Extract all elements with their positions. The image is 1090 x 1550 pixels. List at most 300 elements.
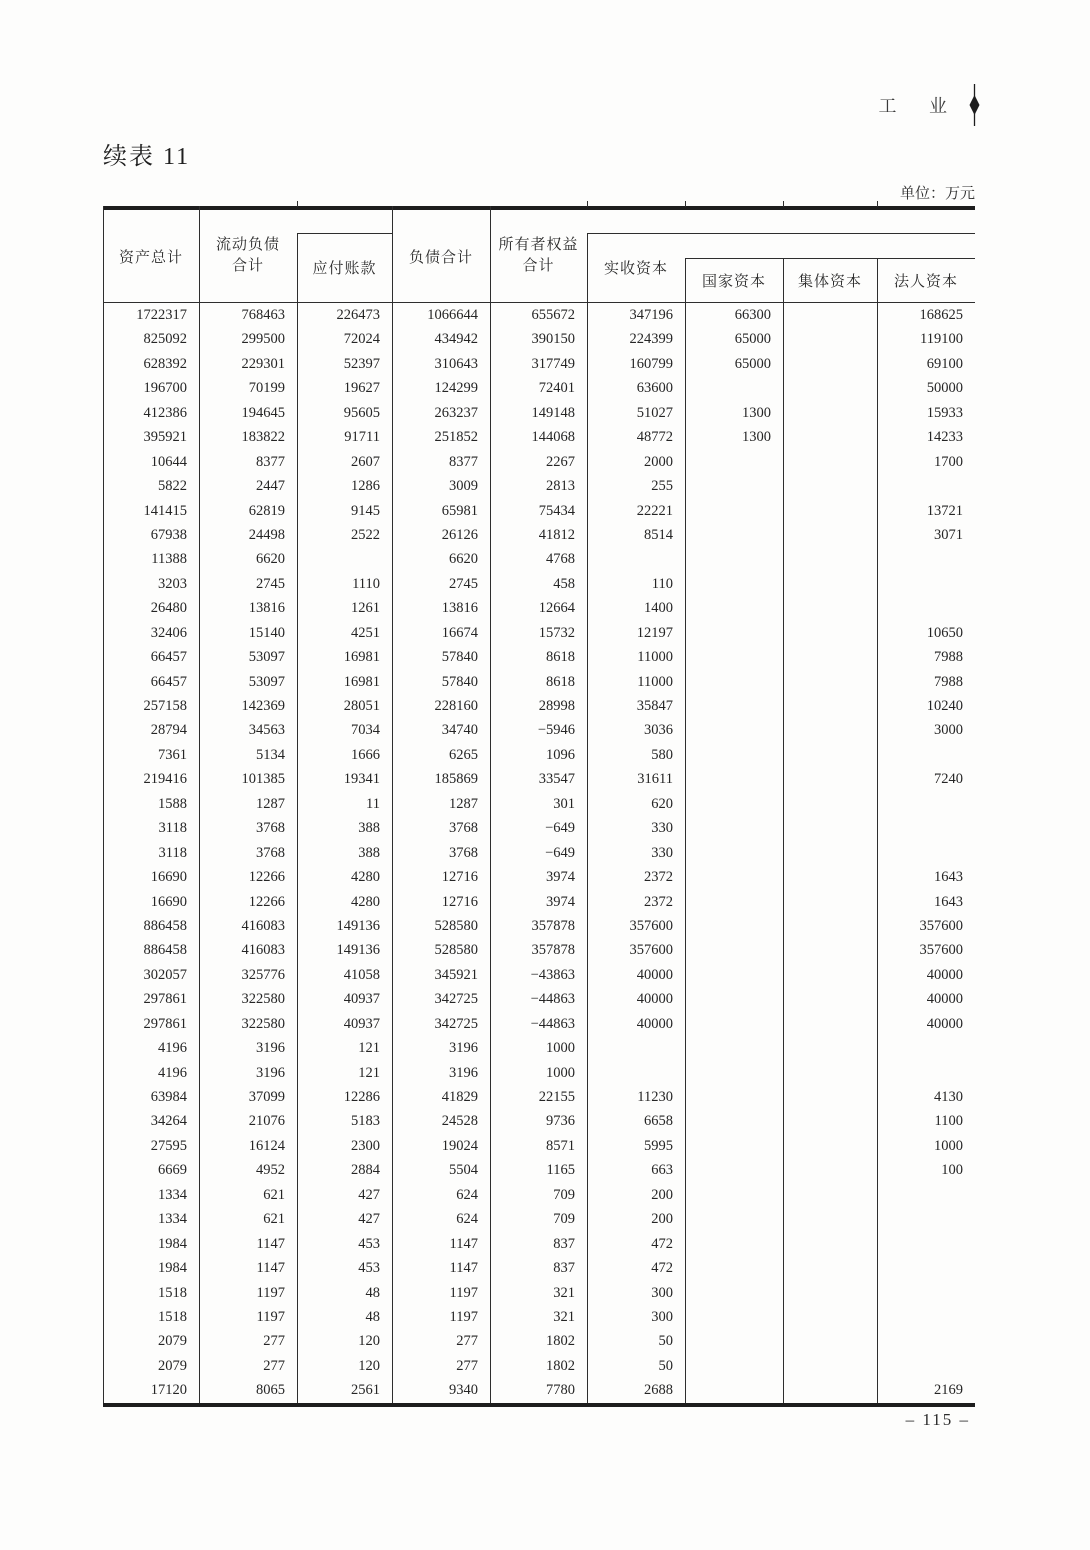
table-cell: 16981 bbox=[343, 673, 380, 690]
table-cell: 2561 bbox=[351, 1382, 380, 1399]
table-cell: 302057 bbox=[143, 966, 187, 983]
table-cell: 624 bbox=[456, 1211, 478, 1228]
table-cell: 528580 bbox=[434, 942, 478, 959]
table-cell: 330 bbox=[651, 820, 673, 837]
table-cell: 65000 bbox=[734, 355, 771, 372]
table-cell: 5183 bbox=[351, 1113, 380, 1130]
table-cell bbox=[783, 841, 877, 865]
table-row bbox=[103, 963, 975, 987]
table-cell: 1165 bbox=[546, 1162, 575, 1179]
table-cell bbox=[685, 841, 783, 865]
table-cell: 1147 bbox=[449, 1235, 478, 1252]
table-cell: 144068 bbox=[531, 429, 575, 446]
table-cell: 1286 bbox=[351, 478, 380, 495]
table-cell: 26480 bbox=[150, 600, 187, 617]
corner-label bbox=[879, 84, 981, 126]
table-cell: 101385 bbox=[241, 771, 285, 788]
table-cell: 100 bbox=[941, 1162, 963, 1179]
table-cell bbox=[783, 645, 877, 669]
table-cell bbox=[783, 352, 877, 376]
table-body bbox=[103, 303, 975, 1403]
table-cell bbox=[877, 1207, 975, 1231]
table-cell: 24498 bbox=[248, 526, 285, 543]
table-cell: 194645 bbox=[241, 404, 285, 421]
table-cell: 67938 bbox=[150, 526, 187, 543]
table-cell: 1518 bbox=[158, 1284, 187, 1301]
table-cell: 300 bbox=[651, 1308, 673, 1325]
table-cell: 121 bbox=[358, 1040, 380, 1057]
table-cell: 837 bbox=[553, 1260, 575, 1277]
table-cell: 50 bbox=[658, 1333, 673, 1350]
column-header-total-liabilities: 负债合计 bbox=[408, 249, 473, 266]
table-cell bbox=[783, 523, 877, 547]
table-cell bbox=[783, 1207, 877, 1231]
table-cell: 5822 bbox=[158, 478, 187, 495]
table-row bbox=[103, 914, 975, 938]
table-cell: 300 bbox=[651, 1284, 673, 1301]
table-cell: 2884 bbox=[351, 1162, 380, 1179]
column-header-collective-capital: 集体资本 bbox=[797, 273, 862, 290]
table-cell bbox=[587, 1061, 685, 1085]
table-row bbox=[103, 1329, 975, 1353]
table-cell bbox=[685, 963, 783, 987]
table-cell bbox=[685, 914, 783, 938]
table-cell: 3203 bbox=[158, 575, 187, 592]
table-row bbox=[103, 1158, 975, 1182]
table-row bbox=[103, 694, 975, 718]
table-cell: 4280 bbox=[351, 893, 380, 910]
table-cell: 321 bbox=[553, 1284, 575, 1301]
table-cell: 34740 bbox=[441, 722, 478, 739]
table-cell: 9340 bbox=[449, 1382, 478, 1399]
table-cell: 453 bbox=[358, 1235, 380, 1252]
table-cell: 31611 bbox=[637, 771, 673, 788]
table-cell bbox=[685, 645, 783, 669]
table-cell: 1334 bbox=[158, 1211, 187, 1228]
table-cell bbox=[685, 596, 783, 620]
table-cell: 1261 bbox=[351, 600, 380, 617]
table-cell bbox=[783, 572, 877, 596]
table-cell bbox=[685, 1305, 783, 1329]
table-cell: 8571 bbox=[546, 1137, 575, 1154]
table-row bbox=[103, 1207, 975, 1231]
table-cell: 13721 bbox=[926, 502, 963, 519]
table-cell: 160799 bbox=[629, 355, 673, 372]
table-cell: 528580 bbox=[434, 917, 478, 934]
table-cell bbox=[685, 1329, 783, 1353]
table-cell: 297861 bbox=[143, 1015, 187, 1032]
table-cell: 2372 bbox=[644, 893, 673, 910]
table-cell: 325776 bbox=[241, 966, 285, 983]
table-row bbox=[103, 621, 975, 645]
corner-label-text: 工 业 bbox=[878, 96, 961, 116]
table-cell bbox=[685, 890, 783, 914]
table-cell: 1066644 bbox=[427, 307, 478, 323]
table-cell bbox=[587, 1036, 685, 1060]
table-cell: 663 bbox=[651, 1162, 673, 1179]
table-cell: 388 bbox=[358, 844, 380, 861]
table-cell: 1197 bbox=[449, 1308, 478, 1325]
continuation-stub bbox=[297, 201, 298, 207]
table-cell bbox=[783, 1354, 877, 1378]
table-cell: 200 bbox=[651, 1186, 673, 1203]
table-cell: 1334 bbox=[158, 1186, 187, 1203]
table-cell: 12716 bbox=[441, 869, 478, 886]
table-cell: 40000 bbox=[636, 1015, 673, 1032]
table-cell: 1300 bbox=[742, 429, 771, 446]
table-cell bbox=[783, 938, 877, 962]
table-cell: 62819 bbox=[248, 502, 285, 519]
table-cell bbox=[685, 1354, 783, 1378]
table-cell: 2079 bbox=[158, 1357, 187, 1374]
table-cell: 1000 bbox=[546, 1064, 575, 1081]
table-cell bbox=[685, 1134, 783, 1158]
table-cell: 297861 bbox=[143, 991, 187, 1008]
table-row bbox=[103, 1012, 975, 1036]
table-cell: 63984 bbox=[150, 1089, 187, 1105]
table-cell: 11000 bbox=[637, 673, 673, 690]
table-cell: 357600 bbox=[919, 942, 963, 959]
table-cell bbox=[685, 376, 783, 400]
table-row bbox=[103, 890, 975, 914]
table-cell: 412386 bbox=[143, 404, 187, 421]
table-cell: 22221 bbox=[636, 502, 673, 519]
table-cell: 709 bbox=[553, 1186, 575, 1203]
table-cell: 345921 bbox=[434, 966, 478, 983]
table-cell: 119100 bbox=[920, 331, 963, 348]
table-cell: 229301 bbox=[241, 355, 285, 372]
table-cell: 3118 bbox=[158, 844, 187, 861]
table-cell bbox=[783, 670, 877, 694]
table-cell: 1802 bbox=[546, 1357, 575, 1374]
table-cell: 2372 bbox=[644, 869, 673, 886]
table-cell: 196700 bbox=[143, 380, 187, 397]
table-cell: 886458 bbox=[143, 917, 187, 934]
table-cell: 15933 bbox=[926, 404, 963, 421]
table-cell: 416083 bbox=[241, 917, 285, 934]
table-cell: 10650 bbox=[926, 624, 963, 641]
table-cell: 4768 bbox=[546, 551, 575, 568]
table-cell: 395921 bbox=[143, 429, 187, 446]
column-header-paid-in-capital: 实收资本 bbox=[603, 261, 668, 277]
table-cell bbox=[685, 572, 783, 596]
table-cell: 837 bbox=[553, 1235, 575, 1252]
table-cell: 3036 bbox=[644, 722, 673, 739]
table-row bbox=[103, 841, 975, 865]
table-cell: 2813 bbox=[546, 478, 575, 495]
table-cell: 317749 bbox=[531, 355, 575, 372]
table-cell: 34563 bbox=[248, 722, 285, 739]
table-cell: 347196 bbox=[629, 307, 673, 323]
table-cell: 16981 bbox=[343, 649, 380, 666]
table-cell: 22155 bbox=[538, 1089, 575, 1105]
table-cell: 219416 bbox=[143, 771, 187, 788]
table-cell bbox=[685, 987, 783, 1011]
table-cell: 7780 bbox=[546, 1382, 575, 1399]
table-cell bbox=[685, 450, 783, 474]
table-cell: 7988 bbox=[934, 673, 963, 690]
table-cell: 15140 bbox=[248, 624, 285, 641]
table-cell: 51027 bbox=[636, 404, 673, 421]
table-cell: 3974 bbox=[546, 869, 575, 886]
continuation-stub bbox=[685, 201, 686, 207]
table-cell: 1100 bbox=[934, 1113, 963, 1130]
table-row bbox=[103, 596, 975, 620]
table-cell bbox=[877, 547, 975, 571]
table-cell bbox=[685, 1281, 783, 1305]
table-cell: 48 bbox=[365, 1284, 380, 1301]
table-cell: 1110 bbox=[352, 575, 380, 592]
table-row bbox=[103, 376, 975, 400]
table-cell bbox=[685, 1085, 783, 1109]
table-cell: 53097 bbox=[248, 673, 285, 690]
table-cell bbox=[783, 743, 877, 767]
table-cell: 2688 bbox=[644, 1382, 673, 1399]
table-cell: 277 bbox=[456, 1357, 478, 1374]
table-cell: 50000 bbox=[926, 380, 963, 397]
table-cell: 1197 bbox=[256, 1284, 285, 1301]
table-cell: 886458 bbox=[143, 942, 187, 959]
table-cell: 301 bbox=[553, 795, 575, 812]
table-cell: 1984 bbox=[158, 1260, 187, 1277]
table-cell: 3768 bbox=[449, 844, 478, 861]
table-cell bbox=[685, 1232, 783, 1256]
header-line: 合计 bbox=[231, 258, 264, 274]
table-cell: 15732 bbox=[538, 624, 575, 641]
table-cell bbox=[877, 1036, 975, 1060]
table-cell: 1287 bbox=[256, 795, 285, 812]
table-cell: 1984 bbox=[158, 1235, 187, 1252]
table-cell: 183822 bbox=[241, 429, 285, 446]
table-cell: 2267 bbox=[546, 453, 575, 470]
table-cell: 9145 bbox=[351, 502, 380, 519]
table-cell: 251852 bbox=[434, 429, 478, 446]
table-cell: 28998 bbox=[538, 698, 575, 714]
table-cell: 257158 bbox=[143, 698, 187, 714]
table-cell: 427 bbox=[358, 1211, 380, 1228]
section-marker-icon bbox=[969, 84, 980, 126]
table-cell bbox=[685, 743, 783, 767]
table-cell bbox=[783, 1183, 877, 1207]
table-cell bbox=[685, 938, 783, 962]
table-cell: 26126 bbox=[441, 526, 478, 543]
table-cell: 41058 bbox=[343, 966, 380, 983]
table-cell: 2607 bbox=[351, 453, 380, 470]
table-cell: 16674 bbox=[441, 624, 478, 641]
table-cell bbox=[783, 1158, 877, 1182]
table-cell bbox=[783, 1232, 877, 1256]
table-cell: 48 bbox=[365, 1308, 380, 1325]
table-cell: 11230 bbox=[637, 1089, 673, 1105]
table-cell: 185869 bbox=[434, 771, 478, 788]
table-cell: 35847 bbox=[636, 698, 673, 714]
table-cell: 9736 bbox=[546, 1113, 575, 1130]
table-row bbox=[103, 1134, 975, 1158]
table-border-bottom bbox=[103, 1403, 975, 1407]
table-cell: 224399 bbox=[629, 331, 673, 348]
table-cell bbox=[783, 499, 877, 523]
table-cell: 52397 bbox=[343, 355, 380, 372]
table-cell: 7240 bbox=[934, 771, 963, 788]
table-cell bbox=[783, 1036, 877, 1060]
table-cell: 11 bbox=[366, 795, 380, 812]
table-row bbox=[103, 743, 975, 767]
table-cell: 2300 bbox=[351, 1137, 380, 1154]
table-cell: 655672 bbox=[531, 307, 575, 323]
table-cell: 21076 bbox=[248, 1113, 285, 1130]
table-cell bbox=[685, 523, 783, 547]
table-cell bbox=[783, 401, 877, 425]
table-cell: 342725 bbox=[434, 991, 478, 1008]
table-cell: 2745 bbox=[256, 575, 285, 592]
table-cell bbox=[685, 1158, 783, 1182]
table-cell: 1197 bbox=[256, 1308, 285, 1325]
table-cell: 19024 bbox=[441, 1137, 478, 1154]
table-row bbox=[103, 792, 975, 816]
table-cell: 4196 bbox=[158, 1064, 187, 1081]
table-cell bbox=[783, 1061, 877, 1085]
table-cell: 12286 bbox=[343, 1089, 380, 1105]
table-cell: 4196 bbox=[158, 1040, 187, 1057]
table-cell bbox=[685, 718, 783, 742]
table-cell: 3196 bbox=[256, 1064, 285, 1081]
table-cell bbox=[685, 694, 783, 718]
table-row bbox=[103, 1281, 975, 1305]
table-cell bbox=[877, 572, 975, 596]
table-cell: 33547 bbox=[538, 771, 575, 788]
table-cell: 357878 bbox=[531, 942, 575, 959]
table-cell bbox=[685, 621, 783, 645]
table-cell: 66300 bbox=[734, 307, 771, 323]
table-cell: 277 bbox=[456, 1333, 478, 1350]
table-cell: 57840 bbox=[441, 649, 478, 666]
table-cell: 624 bbox=[456, 1186, 478, 1203]
table-cell: 19341 bbox=[343, 771, 380, 788]
table-cell bbox=[783, 596, 877, 620]
table-cell: 7988 bbox=[934, 649, 963, 666]
table-cell: 5134 bbox=[256, 746, 285, 763]
table-row bbox=[103, 450, 975, 474]
data-table bbox=[103, 206, 975, 1407]
table-cell: 1096 bbox=[546, 746, 575, 763]
table-cell: 75434 bbox=[538, 502, 575, 519]
table-cell: 1643 bbox=[934, 869, 963, 886]
table-cell: 1000 bbox=[546, 1040, 575, 1057]
table-row bbox=[103, 1232, 975, 1256]
table-row bbox=[103, 865, 975, 889]
table-cell: 263237 bbox=[434, 404, 478, 421]
table-cell: 3071 bbox=[934, 526, 963, 543]
table-cell: 8618 bbox=[546, 673, 575, 690]
table-cell bbox=[783, 1329, 877, 1353]
table-cell: 40937 bbox=[343, 991, 380, 1008]
table-cell bbox=[685, 499, 783, 523]
table-cell: 10644 bbox=[150, 453, 187, 470]
table-cell bbox=[685, 1061, 783, 1085]
table-row bbox=[103, 303, 975, 327]
table-row bbox=[103, 352, 975, 376]
table-cell bbox=[685, 1256, 783, 1280]
table-cell: 24528 bbox=[441, 1113, 478, 1130]
table-cell: 168625 bbox=[919, 307, 963, 323]
table-cell: 255 bbox=[651, 478, 673, 495]
table-cell: 37099 bbox=[248, 1089, 285, 1105]
table-cell bbox=[685, 474, 783, 498]
table-cell bbox=[877, 596, 975, 620]
table-cell: 16690 bbox=[150, 869, 187, 886]
table-row bbox=[103, 1256, 975, 1280]
table-cell: 2000 bbox=[644, 453, 673, 470]
table-row bbox=[103, 425, 975, 449]
table-cell bbox=[877, 1061, 975, 1085]
table-cell bbox=[783, 425, 877, 449]
table-cell bbox=[877, 1305, 975, 1329]
table-cell: 580 bbox=[651, 746, 673, 763]
table-cell: 12197 bbox=[636, 624, 673, 641]
table-cell: 1287 bbox=[449, 795, 478, 812]
table-cell: 388 bbox=[358, 820, 380, 837]
table-cell: 357600 bbox=[919, 917, 963, 934]
table-cell: 621 bbox=[263, 1186, 285, 1203]
table-row bbox=[103, 1061, 975, 1085]
table-cell: 63600 bbox=[636, 380, 673, 397]
table-cell bbox=[877, 1329, 975, 1353]
table-cell bbox=[685, 1207, 783, 1231]
table-cell: 628392 bbox=[143, 355, 187, 372]
column-header-accounts-payable: 应付账款 bbox=[312, 261, 377, 277]
table-cell: 1518 bbox=[158, 1308, 187, 1325]
table-cell: 453 bbox=[358, 1260, 380, 1277]
table-cell: 28051 bbox=[343, 698, 380, 714]
table-cell bbox=[877, 743, 975, 767]
table-cell bbox=[783, 1281, 877, 1305]
table-cell: 310643 bbox=[434, 355, 478, 372]
table-cell: 70199 bbox=[248, 380, 285, 397]
table-cell: 32406 bbox=[150, 624, 187, 641]
table-cell: 13816 bbox=[441, 600, 478, 617]
table-cell: 8377 bbox=[449, 453, 478, 470]
table-cell bbox=[783, 718, 877, 742]
table-cell: −5946 bbox=[537, 722, 575, 739]
table-row bbox=[103, 1109, 975, 1133]
table-cell: 3118 bbox=[158, 820, 187, 837]
table-cell: 8065 bbox=[256, 1382, 285, 1399]
table-cell: 6620 bbox=[449, 551, 478, 568]
table-cell: 226473 bbox=[336, 307, 380, 323]
table-cell: 5995 bbox=[644, 1137, 673, 1154]
table-cell: 11000 bbox=[637, 649, 673, 666]
table-row bbox=[103, 474, 975, 498]
table-cell: 149136 bbox=[336, 942, 380, 959]
table-row bbox=[103, 718, 975, 742]
table-cell bbox=[685, 767, 783, 791]
table-cell bbox=[685, 816, 783, 840]
table-cell: 50 bbox=[658, 1357, 673, 1374]
table-cell: 69100 bbox=[926, 355, 963, 372]
table-cell: 3974 bbox=[546, 893, 575, 910]
table-cell: 2169 bbox=[934, 1382, 963, 1399]
table-cell: 2079 bbox=[158, 1333, 187, 1350]
table-cell: 13816 bbox=[248, 600, 285, 617]
table-cell: 1722317 bbox=[136, 307, 187, 323]
table-cell: 8377 bbox=[256, 453, 285, 470]
table-cell: 91711 bbox=[344, 429, 380, 446]
table-cell bbox=[783, 1256, 877, 1280]
table-cell: 768463 bbox=[241, 307, 285, 323]
table-cell bbox=[587, 547, 685, 571]
table-cell bbox=[783, 1305, 877, 1329]
table-cell: 390150 bbox=[531, 331, 575, 348]
